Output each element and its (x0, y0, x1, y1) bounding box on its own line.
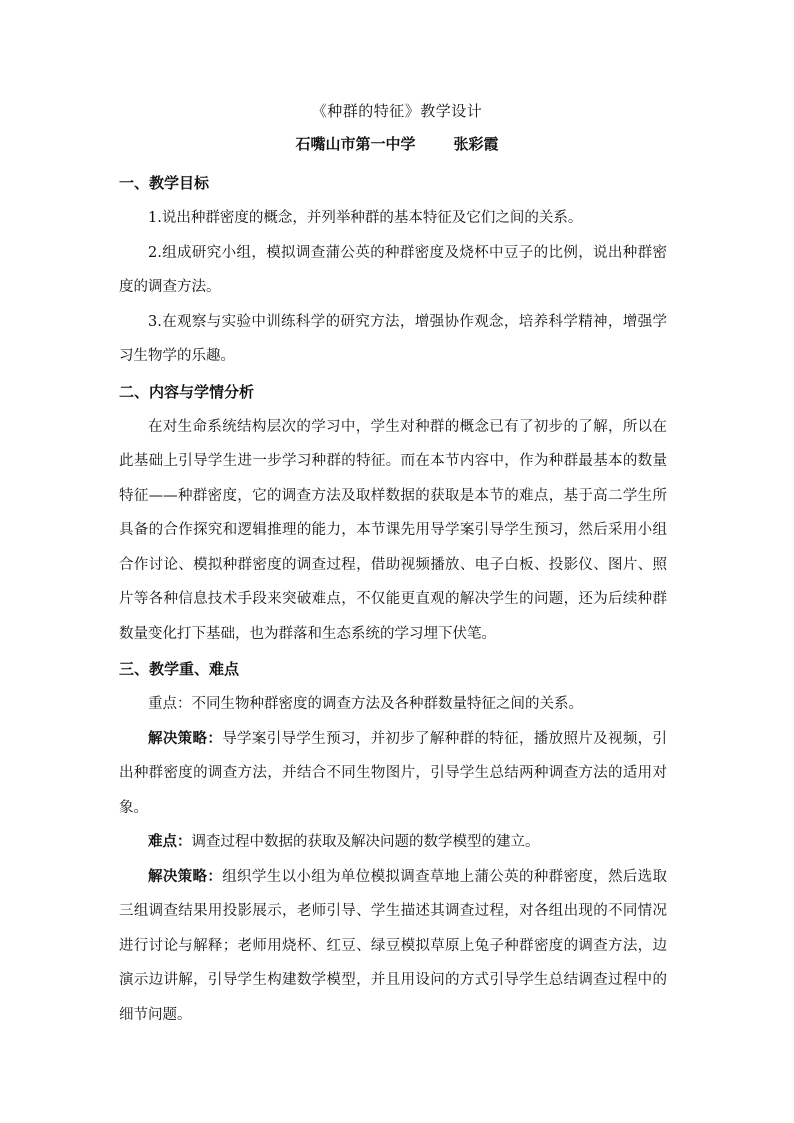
strategy-text: 组织学生以小组为单位模拟调查草地上蒲公英的种群密度，然后选取三组调查结果用投影展示，老师引导、学生描述其调查过程，对各组出现的不同情况进行讨论与解释；老师用烧杯、红豆、绿豆模拟草原上兔子种群密度的调查方法，边演示边讲解，引导学生构建数学模型，并且用设问的方式引导学生总结调查过程中的细节问题。 (119, 868, 668, 1023)
section-heading-analysis: 二、内容与学情分析 (119, 382, 255, 401)
objective-paragraph-2: 2.组成研究小组，模拟调查蒲公英的种群密度及烧杯中豆子的比例，说出种群密度的调查方法。 (119, 244, 667, 295)
difficulty-text: 调查过程中数据的获取及解决问题的数学模型的建立。 (191, 834, 540, 850)
author-name: 张彩霞 (453, 135, 499, 153)
objective-paragraph-3: 3.在观察与实验中训练科学的研究方法，增强协作观念，培养科学精神，增强学习生物学的乐趣。 (119, 313, 667, 364)
section-heading-objectives: 一、教学目标 (119, 174, 210, 192)
objective-paragraph-1: 1.说出种群密度的概念，并列举种群的基本特征及它们之间的关系。 (148, 210, 583, 226)
author-school: 石嘴山市第一中学 (295, 135, 416, 153)
difficulty-label: 难点： (148, 833, 192, 850)
strategy-label: 解决策略： (148, 729, 223, 747)
strategy-text: 导学案引导学生预习，并初步了解种群的特征，播放照片及视频，引出种群密度的调查方法，并结合不同生物图片，引导学生总结两种调查方法的适用对象。 (119, 730, 668, 816)
section-heading-key-points: 三、教学重、难点 (119, 660, 240, 678)
key-point-paragraph: 重点：不同生物种群密度的调查方法及各种群数量特征之间的关系。 (148, 696, 583, 712)
document-title: 《种群的特征》教学设计 (311, 102, 483, 120)
document-body (119, 171, 667, 1032)
strategy-paragraph-2 (119, 860, 667, 1033)
analysis-paragraph: 在对生命系统结构层次的学习中，学生对种群的概念已有了初步的了解，所以在此基础上引导学生进一步学习种群的特征。而在本节内容中，作为种群最基本的数量特征——种群密度，它的调查方法及取样数据的获取是本节的难点，基于高二学生所具备的合作探究和逻辑推理的能力，本节课先用导学案引导学生预习，然后采用小组合作讨论、模拟种群密度的调查过程，借助视频播放、电子白板、投影仪、图片、照片等各种信息技术手段来突破难点，不仅能更直观的解决学生的问题，还为后续种群数量变化打下基础，也为群落和生态系统的学习埋下伏笔。 (119, 418, 667, 642)
strategy-paragraph-1 (119, 722, 667, 826)
author-line (0, 133, 794, 154)
difficulty-paragraph (119, 825, 667, 860)
strategy-label: 解决策略： (148, 867, 223, 885)
